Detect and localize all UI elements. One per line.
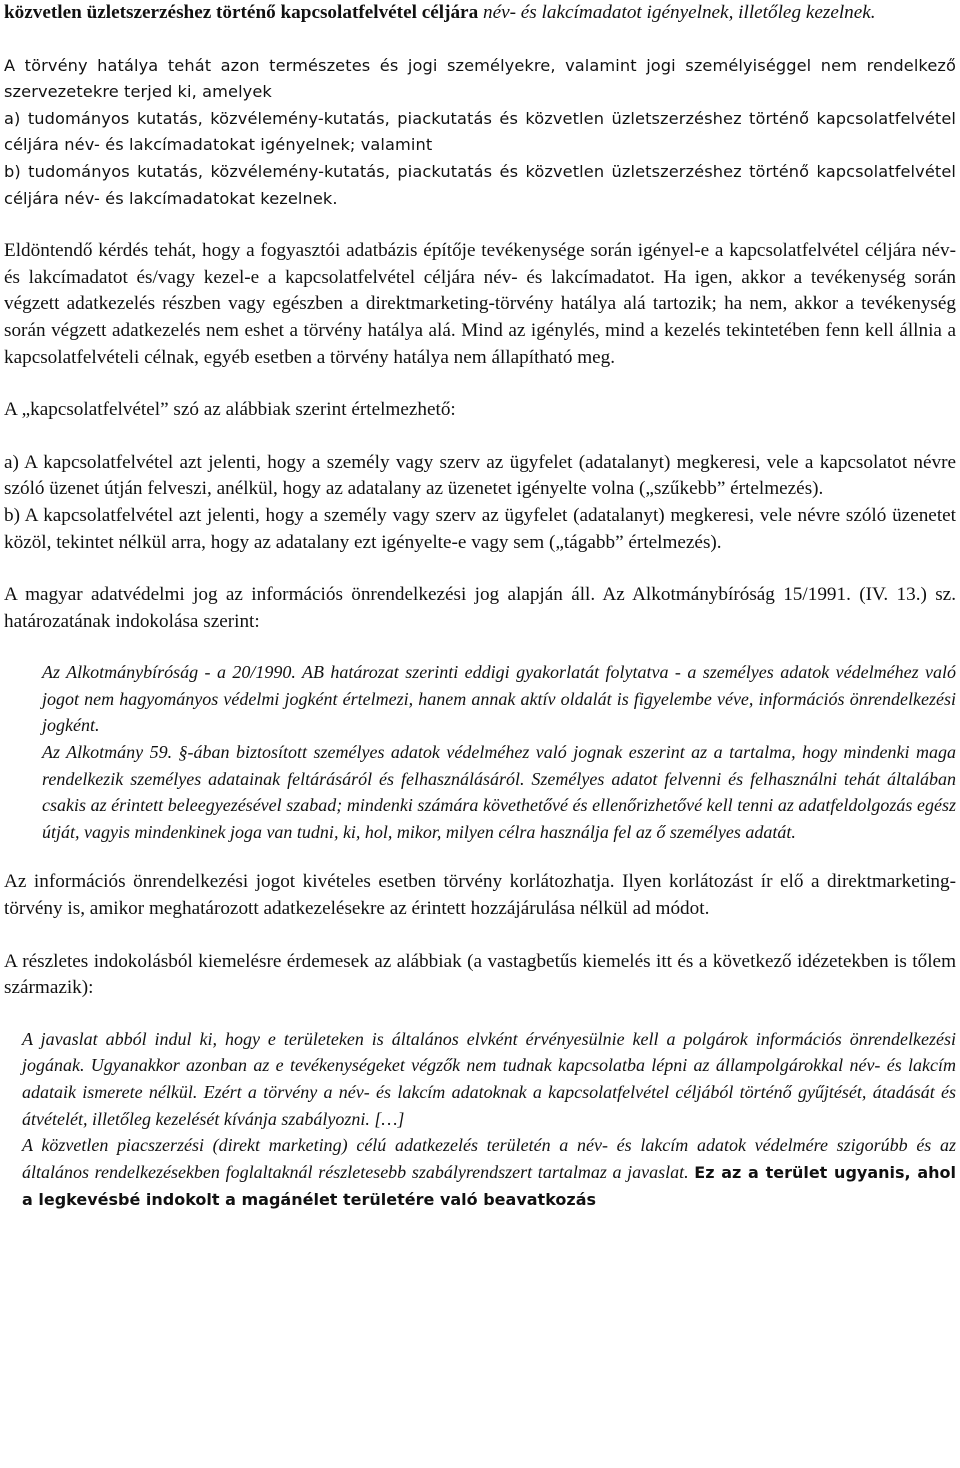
scope-item-b: b) tudományos kutatás, közvélemény-kutatás, piackutatás és közvetlen üzletszerzéshez történő kapcsolatfelvétel céljára név- és lakcímadatokat kezelnek. xyxy=(4,161,956,208)
paragraph-intro-fragment xyxy=(4,0,956,27)
quote-paragraph: Az Alkotmánybíróság - a 20/1990. AB határozat szerinti eddigi gyakorlatát folytatva - a személyes adatok védelméhez való jogot nem hagyományos védelmi jogként értelmezi, hanem annak aktív oldalát is figyelembe véve, információs önrendelkezési jogként. xyxy=(42,662,956,736)
paragraph-restriction: Az információs önrendelkezési jogot kivételes esetben törvény korlátozhatja. Ilyen korlátozást ír elő a direktmarketing-törvény is, amikor meghatározott adatkezelésekre az érintett hozzájárulása nélkül ad módot. xyxy=(4,871,956,920)
paragraph-reasoning-intro: A részletes indokolásból kiemelésre érdemesek az alábbiak (a vastagbetűs kiemelés itt és a következő idézetekben is tőlem származik): xyxy=(4,950,956,999)
quote-text: A közvetlen piacszerzési (direkt marketing) célú adatkezelés területén a név- és lakcím adatok védelmére szigorúbb és az általános rendelkezésekben foglaltaknál részletesebb szabályrendszert tartalmaz a javaslat. xyxy=(22,1135,956,1182)
definition-narrow: a) A kapcsolatfelvétel azt jelenti, hogy a személy vagy szerv az ügyfelet (adatalanyt) megkeresi, vele a kapcsolatot névre szóló üzenet útján felveszi, anélkül, hogy az adatalany az üzenetet igényelte volna („szűkebb” értelmezés). xyxy=(4,451,956,500)
scope-intro: A törvény hatálya tehát azon természetes és jogi személyekre, valamint jogi személyiséggel nem rendelkező szervezetekre terjed ki, amelyek xyxy=(4,55,956,102)
emphasis-text: Ez az a terület ugyanis, ahol a legkevésbé indokolt a magánélet területére való beavatkozás xyxy=(22,1162,956,1210)
scope-item-a: a) tudományos kutatás, közvélemény-kutatás, piackutatás és közvetlen üzletszerzéshez történő kapcsolatfelvétel céljára név- és lakcímadatokat igényelnek; valamint xyxy=(4,108,956,155)
quote-reasoning xyxy=(4,1026,956,1214)
definition-broad: b) A kapcsolatfelvétel azt jelenti, hogy a személy vagy szerv az ügyfelet (adatalanyt) megkeresi, vele névre szóló üzenetet közöl, tekintet nélkül arra, hogy az adatalany ezt igényelte-e vagy sem („tágabb” értelmezés). xyxy=(4,504,956,553)
quote-paragraph xyxy=(22,1132,956,1214)
quote-paragraph: A javaslat abból indul ki, hogy e területeken is általános elvként érvényesülnie kell a polgárok információs önrendelkezési jogának. Ugyanakkor azonban az e tevékenységeket végzők nem tudnak kapcsolatba lépni az állampolgárokkal név- és lakcím adataik ismerete nélkül. Ezért a törvény a név- és lakcím adatoknak a kapcsolatfelvétel céljából történő gyűjtését, átadását és átvételét, illetőleg kezelését kívánja szabályozni. […] xyxy=(22,1028,956,1129)
paragraph-definition-intro: A „kapcsolatfelvétel” szó az alábbiak szerint értelmezhető: xyxy=(4,399,456,421)
paragraph-constitutional-court: A magyar adatvédelmi jog az információs önrendelkezési jog alapján áll. Az Alkotmánybíróság 15/1991. (IV. 13.) sz. határozatának indokolása szerint: xyxy=(4,584,956,632)
scope-section xyxy=(4,53,956,213)
bold-text: közvetlen üzletszerzéshez történő kapcsolatfelvétel céljára xyxy=(4,2,479,23)
paragraph-question: Eldöntendő kérdés tehát, hogy a fogyasztói adatbázis építője tevékenysége során igényel-e a kapcsolatfelvétel céljára név- és lakcímadatot és/vagy kezel-e a kapcsolatfelvétel céljára név- és lakcímadatot. Ha igen, akkor a tevékenység során végzett adatkezelés részben vagy egészben a direktmarketing-törvény hatálya alá tartozik; ha nem, akkor a tevékenység során végzett adatkezelés nem eshet a törvény hatálya alá. Mind az igénylés, mind a kezelés tekintetében fenn kell állnia a kapcsolatfelvételi célnak, egyéb esetben a törvény hatálya nem állapítható meg. xyxy=(4,240,956,368)
italic-text: név- és lakcímadatot igényelnek, illetőleg kezelnek. xyxy=(478,2,876,23)
quote-paragraph: Az Alkotmány 59. §-ában biztosított személyes adatok védelméhez való jognak eszerint az a tartalma, hogy mindenki maga rendelkezik személyes adatainak feltárásáról és felhasználásáról. Személyes adatot felvenni és felhasználni tehát általában csakis az érintett beleegyezésével szabad; mindenki számára követhetővé és ellenőrizhetővé kell tenni az adatfeldolgozás egész útját, vagyis mindenkinek joga van tudni, ki, hol, mikor, milyen célra használja fel az ő személyes adatát. xyxy=(42,742,956,842)
quote-constitutional-court xyxy=(4,659,956,845)
